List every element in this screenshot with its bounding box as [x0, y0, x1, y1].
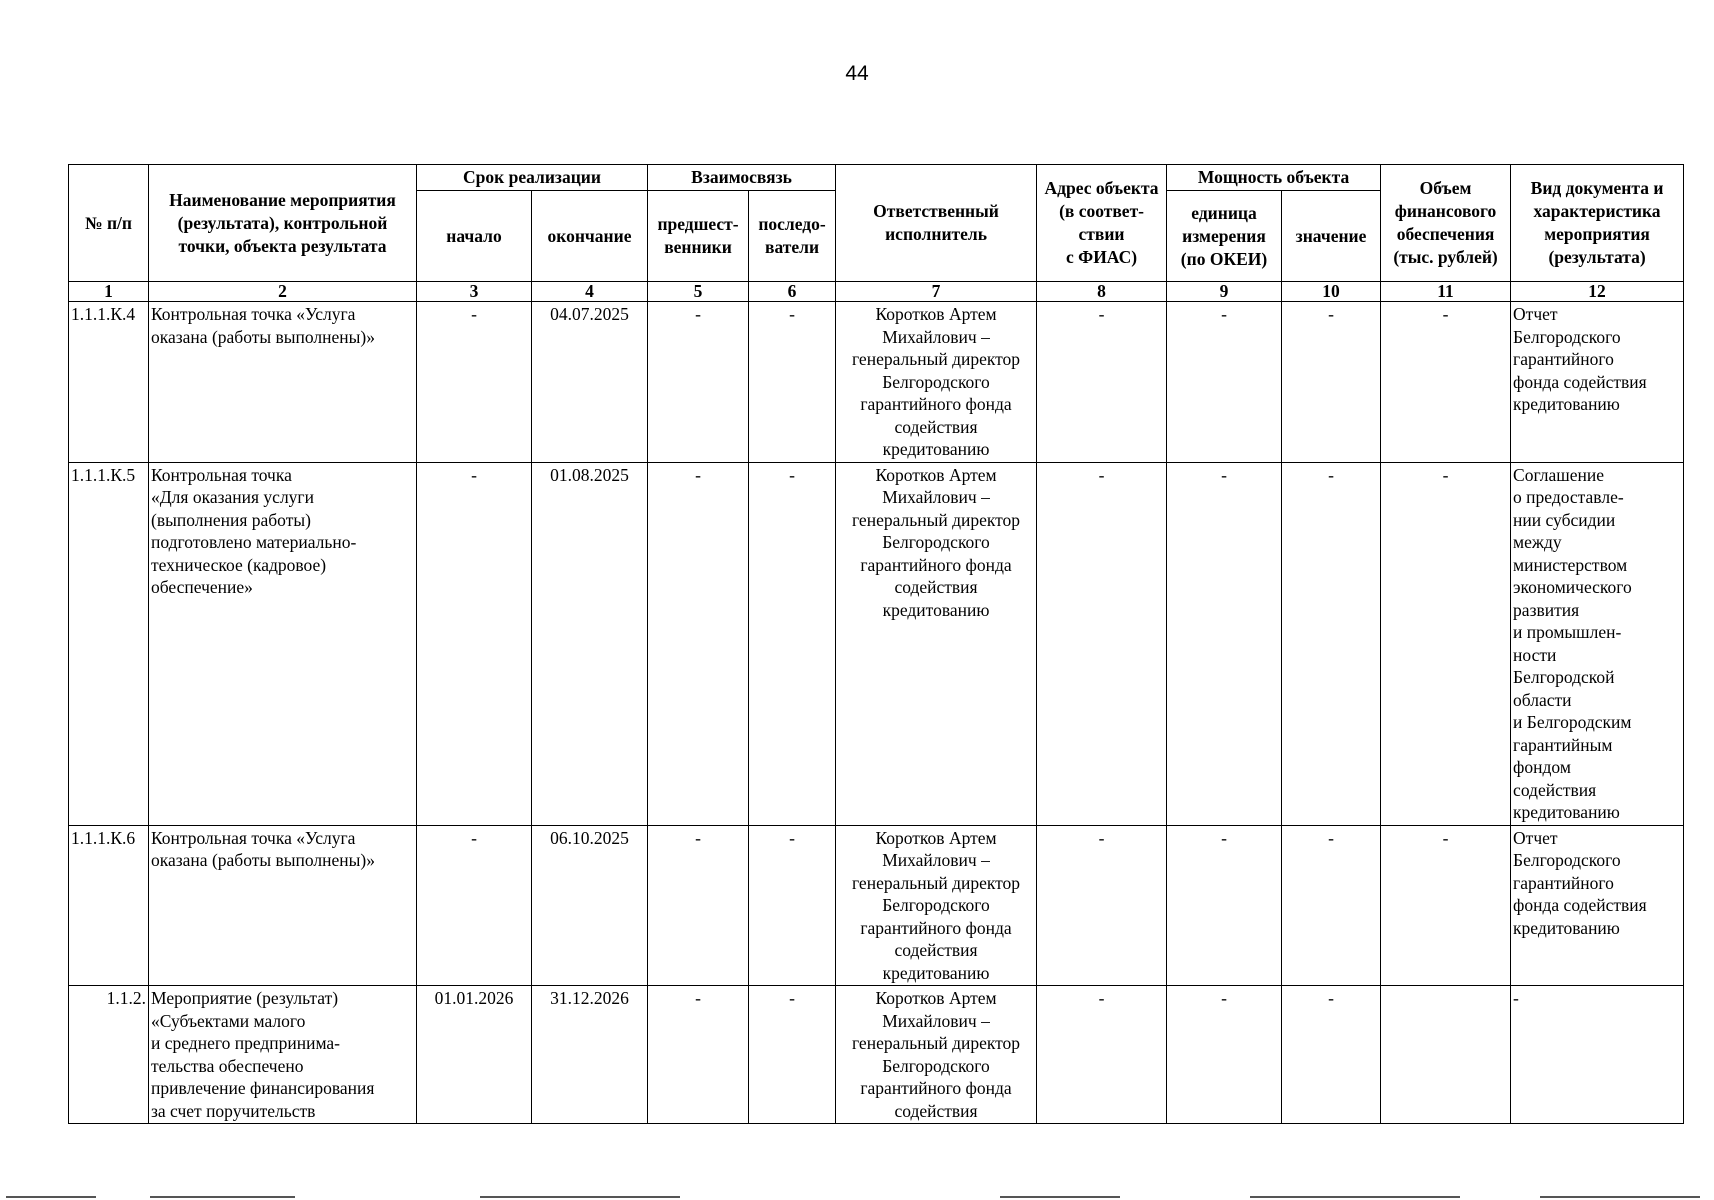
header-address: Адрес объекта (в соответ- ствии с ФИАС): [1037, 165, 1167, 282]
row-predecessors: -: [648, 825, 749, 986]
row-end-date: 01.08.2025: [532, 462, 648, 825]
row-executor: Коротков Артем Михайлович – генеральный директор Белгородского гарантийного фонда содействия: [836, 986, 1037, 1124]
scan-artifact-line: [1540, 1196, 1700, 1198]
column-number: 12: [1511, 282, 1684, 302]
column-number: 7: [836, 282, 1037, 302]
row-address: -: [1037, 302, 1167, 463]
row-document: Отчет Белгородского гарантийного фонда содействия кредитованию: [1511, 825, 1684, 986]
header-period-end: окончание: [532, 191, 648, 282]
column-number: 9: [1167, 282, 1282, 302]
scan-artifact-line: [1250, 1196, 1460, 1198]
row-start-date: -: [417, 302, 532, 463]
row-executor: Коротков Артем Михайлович – генеральный директор Белгородского гарантийного фонда содействия кредитованию: [836, 825, 1037, 986]
header-relation-prev: предшест- венники: [648, 191, 749, 282]
row-executor: Коротков Артем Михайлович – генеральный директор Белгородского гарантийного фонда содействия кредитованию: [836, 302, 1037, 463]
row-predecessors: -: [648, 986, 749, 1124]
row-end-date: 06.10.2025: [532, 825, 648, 986]
header-capacity-unit: единица измерения (по ОКЕИ): [1167, 191, 1282, 282]
scan-artifact-line: [1000, 1196, 1120, 1198]
scan-artifact-line: [6, 1196, 96, 1198]
column-number: 1: [69, 282, 149, 302]
column-number: 8: [1037, 282, 1167, 302]
row-successors: -: [749, 462, 836, 825]
row-unit: -: [1167, 302, 1282, 463]
table-row: [69, 825, 1684, 986]
column-number: 11: [1381, 282, 1511, 302]
row-funding: -: [1381, 462, 1511, 825]
row-name: Контрольная точка «Услуга оказана (работы выполнены)»: [149, 302, 417, 463]
row-start-date: 01.01.2026: [417, 986, 532, 1124]
row-successors: -: [749, 302, 836, 463]
row-value: -: [1282, 302, 1381, 463]
row-unit: -: [1167, 986, 1282, 1124]
row-funding: -: [1381, 825, 1511, 986]
header-period-start: начало: [417, 191, 532, 282]
row-end-date: 04.07.2025: [532, 302, 648, 463]
row-number: 1.1.1.К.6: [69, 825, 149, 986]
column-number: 6: [749, 282, 836, 302]
column-number: 10: [1282, 282, 1381, 302]
row-funding: -: [1381, 302, 1511, 463]
table-row: [69, 302, 1684, 463]
row-unit: -: [1167, 825, 1282, 986]
column-number: 2: [149, 282, 417, 302]
header-capacity: Мощность объекта: [1167, 165, 1381, 191]
row-value: -: [1282, 462, 1381, 825]
header-funding: Объем финансового обеспечения (тыс. рублей): [1381, 165, 1511, 282]
row-number: 1.1.1.К.5: [69, 462, 149, 825]
row-unit: -: [1167, 462, 1282, 825]
header-period: Срок реализации: [417, 165, 648, 191]
row-start-date: -: [417, 825, 532, 986]
row-name: Контрольная точка «Для оказания услуги (выполнения работы) подготовлено материально- техническое (кадровое) обеспечение»: [149, 462, 417, 825]
row-address: -: [1037, 825, 1167, 986]
row-executor: Коротков Артем Михайлович – генеральный директор Белгородского гарантийного фонда содействия кредитованию: [836, 462, 1037, 825]
scan-artifact-line: [480, 1196, 680, 1198]
column-number: 3: [417, 282, 532, 302]
row-successors: -: [749, 986, 836, 1124]
scan-artifact-line: [150, 1196, 295, 1198]
row-value: -: [1282, 825, 1381, 986]
row-name: Контрольная точка «Услуга оказана (работы выполнены)»: [149, 825, 417, 986]
row-document: Соглашение о предоставле- нии субсидии между министерством экономического развития и промышлен- ности Белгородской области и Белгородским гарантийным фондом содействия кредитованию: [1511, 462, 1684, 825]
row-predecessors: -: [648, 302, 749, 463]
row-name: Мероприятие (результат) «Субъектами малого и среднего предпринима- тельства обеспечено привлечение финансирования за счет поручительств: [149, 986, 417, 1124]
column-number: 4: [532, 282, 648, 302]
row-address: -: [1037, 462, 1167, 825]
row-number: 1.1.1.К.4: [69, 302, 149, 463]
row-start-date: -: [417, 462, 532, 825]
header-capacity-value: значение: [1282, 191, 1381, 282]
header-relation-next: последо- ватели: [749, 191, 836, 282]
header-relation: Взаимосвязь: [648, 165, 836, 191]
row-number: 1.1.2.: [69, 986, 149, 1124]
plan-table: [68, 164, 1684, 1124]
page-number: 44: [845, 62, 869, 85]
row-document: Отчет Белгородского гарантийного фонда содействия кредитованию: [1511, 302, 1684, 463]
row-predecessors: -: [648, 462, 749, 825]
row-successors: -: [749, 825, 836, 986]
row-document: -: [1511, 986, 1684, 1124]
row-value: -: [1282, 986, 1381, 1124]
column-number: 5: [648, 282, 749, 302]
header-num: № п/п: [69, 165, 149, 282]
row-funding: [1381, 986, 1511, 1124]
header-name: Наименование мероприятия (результата), контрольной точки, объекта результата: [149, 165, 417, 282]
header-executor: Ответственный исполнитель: [836, 165, 1037, 282]
row-end-date: 31.12.2026: [532, 986, 648, 1124]
table-row: [69, 986, 1684, 1124]
header-doc-type: Вид документа и характеристика мероприятия (результата): [1511, 165, 1684, 282]
row-address: -: [1037, 986, 1167, 1124]
table-row: [69, 462, 1684, 825]
